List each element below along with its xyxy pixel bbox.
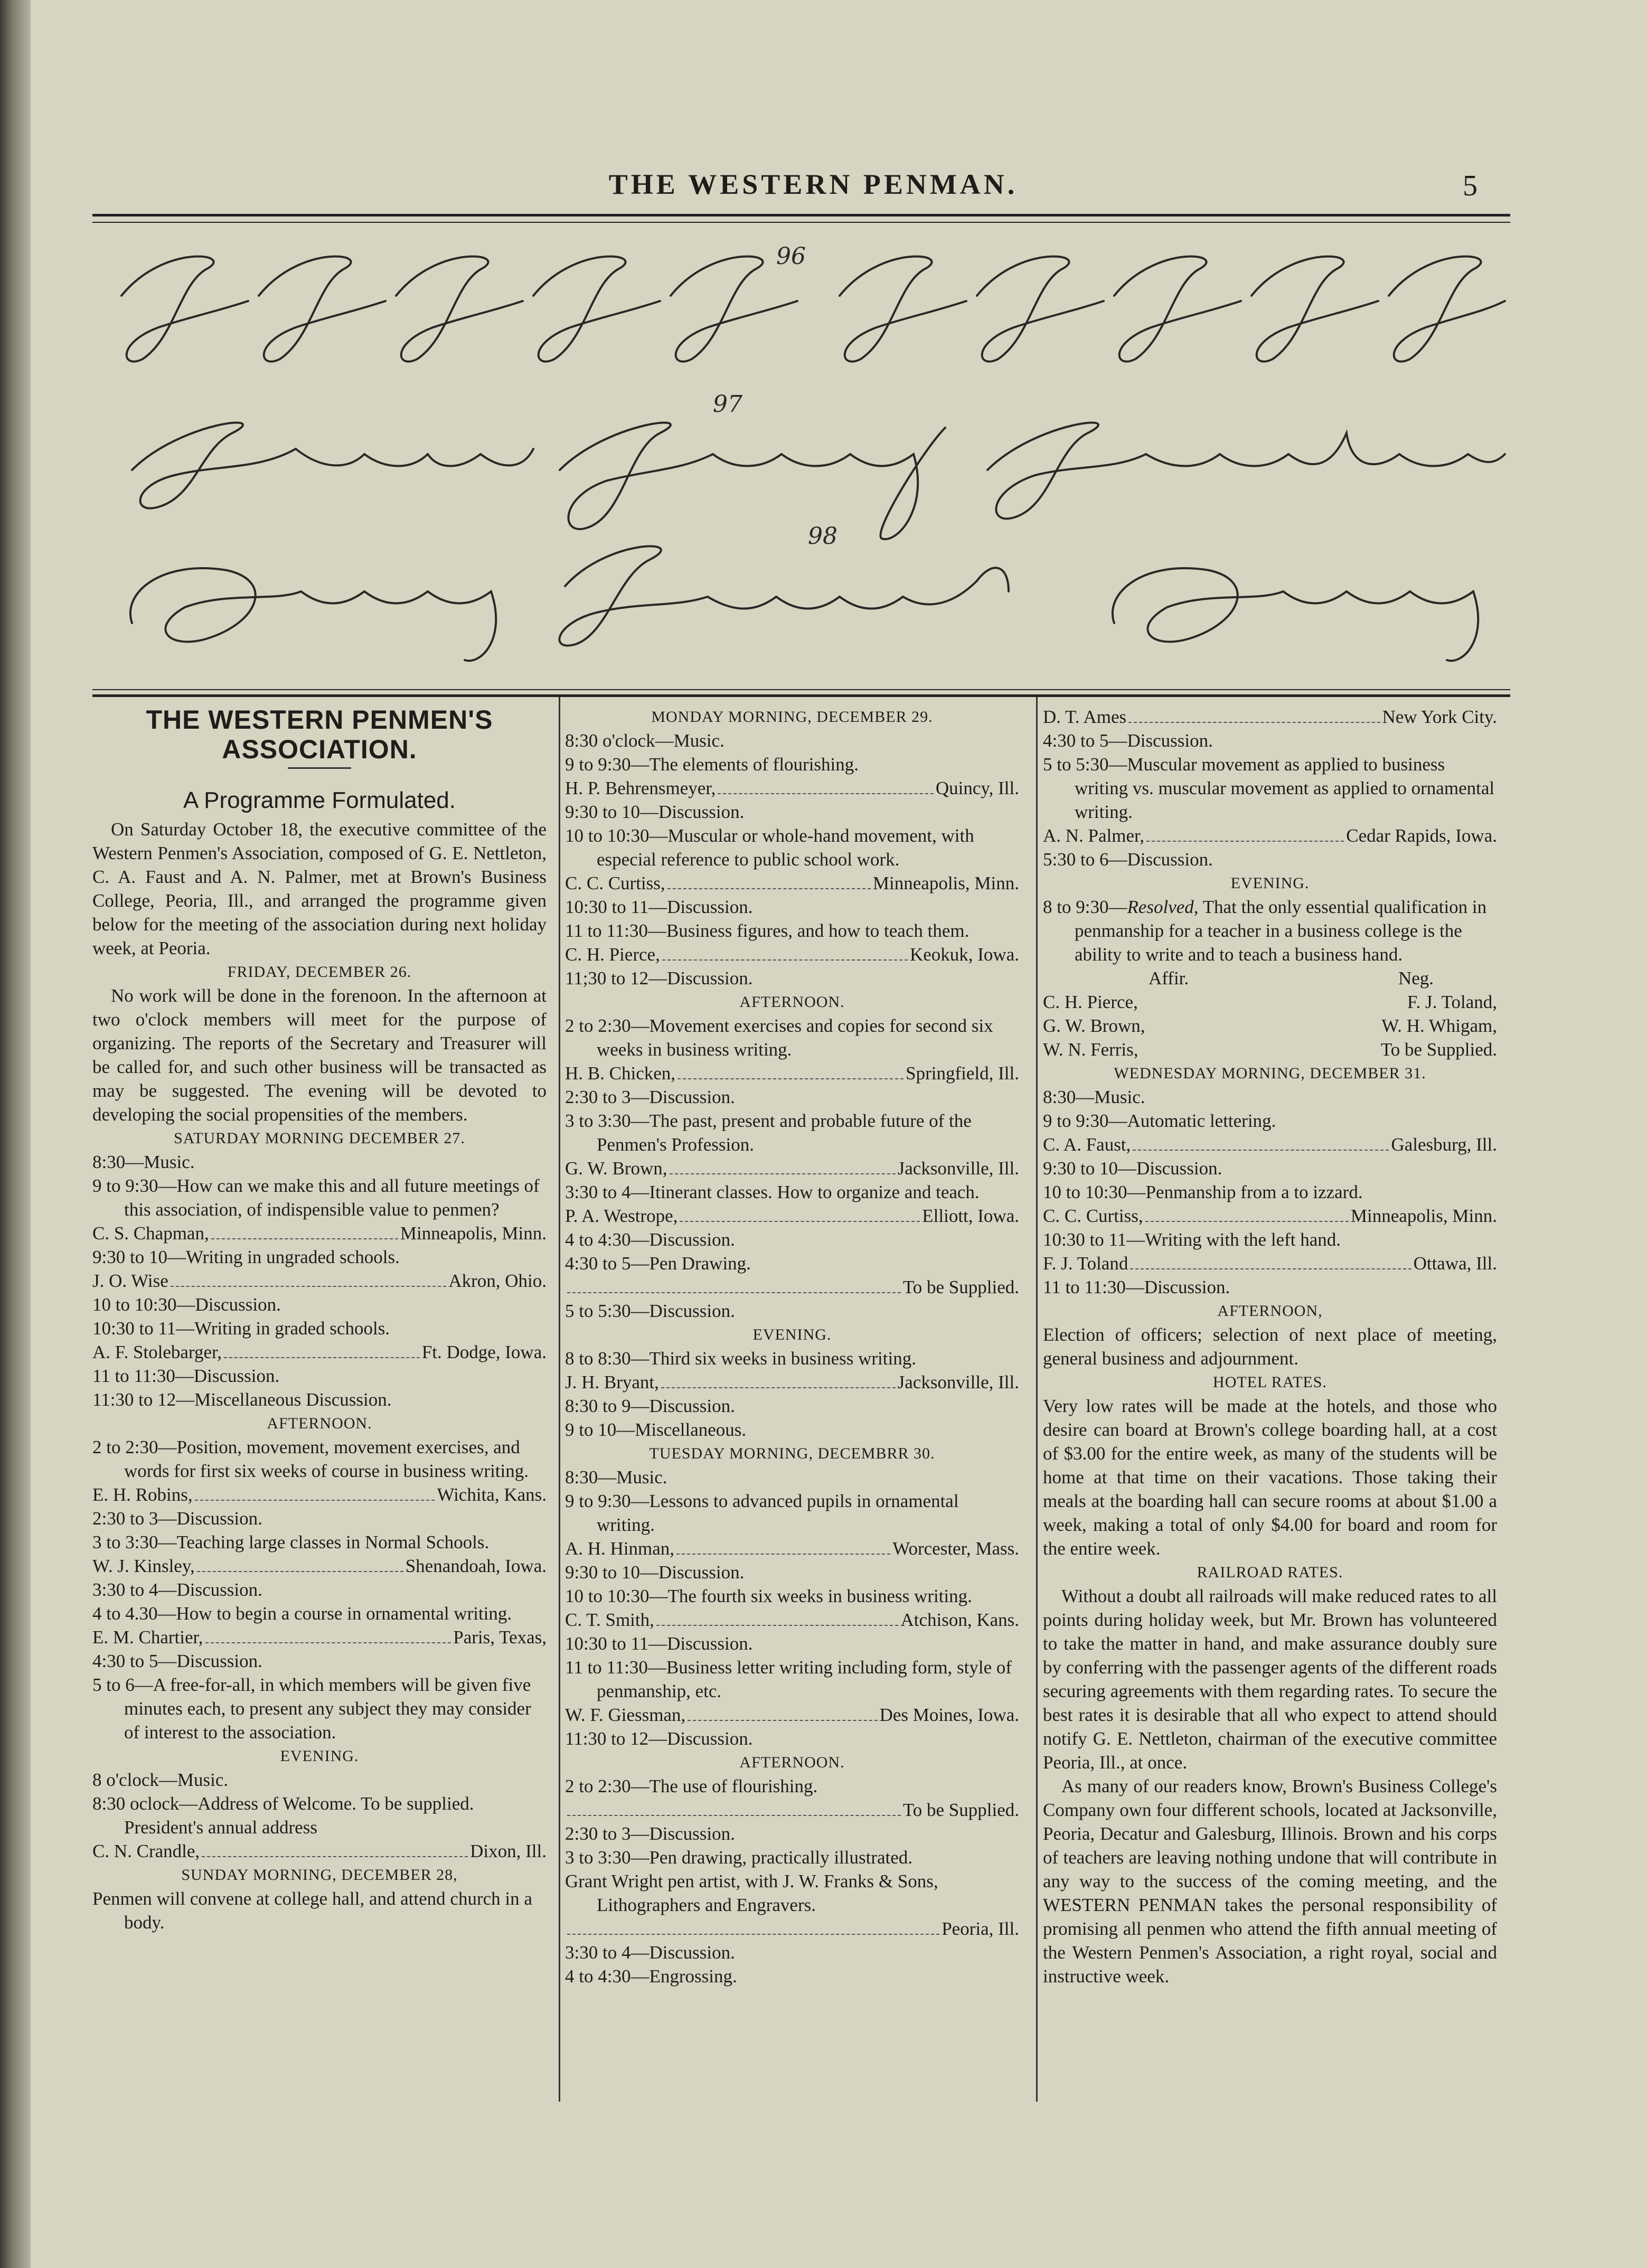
speaker-row: [565, 943, 1019, 966]
speaker-row: [92, 1554, 547, 1578]
j-row: [121, 257, 1505, 362]
jamestown-word: [987, 422, 1505, 519]
speaker-place: Akron, Ohio.: [448, 1271, 547, 1291]
debate-row: [1043, 1038, 1497, 1061]
speaker-row: [565, 871, 1019, 895]
program-item: 8:30 o'clock—Music.: [565, 730, 724, 751]
speaker-name: C. C. Curtiss,: [565, 873, 665, 893]
debater-affirmative: W. N. Ferris,: [1043, 1039, 1138, 1060]
leader-dots: [680, 1221, 920, 1222]
leader-dots: [195, 1500, 435, 1501]
speaker-place: Wichita, Kans.: [437, 1484, 547, 1505]
speaker-place: Keokuk, Iowa.: [909, 944, 1019, 965]
leader-dots: [202, 1856, 468, 1857]
evening-heading: EVENING.: [1230, 874, 1310, 892]
program-item: 10 to 10:30—The fourth six weeks in business writing.: [565, 1586, 972, 1606]
debater-negative: W. H. Whigam,: [1381, 1015, 1497, 1036]
program-item: 9 to 10—Miscellaneous.: [565, 1419, 747, 1440]
speaker-row: [565, 1798, 1019, 1822]
leader-dots: [670, 1173, 896, 1174]
program-item: 8 o'clock—Music.: [92, 1770, 229, 1790]
evening-heading: EVENING.: [752, 1326, 832, 1343]
program-item: 9:30 to 10—Discussion.: [565, 1562, 745, 1583]
program-item: 9 to 9:30—How can we make this and all future meetings of this association, of indispensible value to penmen?: [92, 1175, 540, 1220]
speaker-name: G. W. Brown,: [565, 1158, 667, 1179]
resolution-text: That the only essential qualification in penmanship for a teacher in a business college is the ability to write and to teach a business hand.: [1075, 897, 1487, 965]
speaker-row: [1043, 1251, 1497, 1275]
speaker-row: [565, 1703, 1019, 1727]
speaker-name: E. M. Chartier,: [92, 1627, 203, 1648]
article-subtitle: A Programme Formulated.: [183, 787, 456, 813]
afternoon-heading: AFTERNOON,: [1217, 1302, 1323, 1320]
leader-dots: [1128, 722, 1380, 723]
speaker-name: A. H. Hinman,: [565, 1538, 675, 1559]
program-item: 4:30 to 5—Discussion.: [1043, 730, 1213, 751]
program-item: 4 to 4:30—Discussion.: [565, 1229, 735, 1250]
tuesday-heading: TUESDAY MORNING, DECEMBRR 30.: [649, 1445, 935, 1462]
speaker-name: W. F. Giessman,: [565, 1705, 686, 1725]
program-item: 10 to 10:30—Penmanship from a to izzard.: [1043, 1182, 1363, 1202]
speaker-row: [565, 1608, 1019, 1632]
program-item: 2:30 to 3—Discussion.: [92, 1508, 262, 1529]
speaker-name: A. F. Stolebarger,: [92, 1342, 222, 1362]
program-item: 11 to 11:30—Discussion.: [92, 1366, 280, 1386]
program-item: 9 to 9:30—Automatic lettering.: [1043, 1111, 1276, 1131]
friday-heading: FRIDAY, DECEMBER 26.: [227, 963, 412, 981]
speaker-name: H. B. Chicken,: [565, 1063, 676, 1084]
monday-heading: MONDAY MORNING, DECEMBER 29.: [651, 708, 933, 726]
program-item: 11;30 to 12—Discussion.: [565, 968, 753, 989]
program-item: 3 to 3:30—Teaching large classes in Normal Schools.: [92, 1532, 490, 1552]
top-rule-thick: [92, 214, 1510, 217]
program-item: 4:30 to 5—Pen Drawing.: [565, 1253, 751, 1274]
program-item: 10:30 to 11—Writing with the left hand.: [1043, 1229, 1341, 1250]
junior-word: [132, 422, 533, 508]
program-item: 3:30 to 4—Discussion.: [92, 1579, 262, 1600]
program-item: 11 to 11:30—Business figures, and how to teach them.: [565, 920, 970, 941]
speaker-place: Jacksonville, Ill.: [897, 1158, 1019, 1179]
program-item: 9:30 to 10—Discussion.: [1043, 1158, 1222, 1179]
program-item: 4 to 4.30—How to begin a course in ornamental writing.: [92, 1603, 512, 1624]
speaker-place: Springfield, Ill.: [906, 1063, 1019, 1084]
speaker-place: Des Moines, Iowa.: [879, 1705, 1019, 1725]
program-item: 2 to 2:30—Position, movement, movement exercises, and words for first six weeks of course in business writing.: [92, 1437, 529, 1481]
leader-dots: [1146, 841, 1344, 842]
speaker-name: J. H. Bryant,: [565, 1372, 659, 1392]
program-item: 10:30 to 11—Discussion.: [565, 897, 753, 917]
speaker-name: W. J. Kinsley,: [92, 1556, 195, 1576]
speaker-name: C. A. Faust,: [1043, 1134, 1131, 1155]
specimen-number-98: 98: [808, 523, 837, 550]
program-item: 8:30—Music.: [1043, 1087, 1145, 1107]
hotel-rates-heading: HOTEL RATES.: [1213, 1373, 1327, 1391]
speaker-name: C. H. Pierce,: [565, 944, 660, 965]
program-item: 10 to 10:30—Discussion.: [92, 1294, 281, 1315]
sunday-paragraph: Penmen will convene at college hall, and attend church in a body.: [92, 1888, 532, 1933]
program-item: 8:30—Music.: [92, 1152, 195, 1172]
speaker-row: [565, 1275, 1019, 1299]
speaker-place: Ottawa, Ill.: [1413, 1253, 1497, 1274]
speaker-row: [1043, 705, 1497, 729]
afternoon-heading-2: AFTERNOON.: [739, 1754, 845, 1771]
column-divider-1: [559, 697, 560, 2102]
speaker-row: [565, 1370, 1019, 1394]
speaker-place: Cedar Rapids, Iowa.: [1346, 825, 1497, 846]
friday-paragraph: No work will be done in the forenoon. In the afternoon at two o'clock members will meet for the purpose of organizing. The reports of the Secretary and Treasurer will be called for, and such other business will be transacted as may be suggested. The evening will be devoted to developing the social propensities of the members.: [92, 985, 547, 1125]
speaker-row: [92, 1340, 547, 1364]
speaker-name: C. S. Chapman,: [92, 1223, 209, 1244]
program-item: 11 to 11:30—Business letter writing including form, style of penmanship, etc.: [565, 1657, 1012, 1701]
column-2: [565, 705, 1019, 1988]
program-item: 2:30 to 3—Discussion.: [565, 1823, 735, 1844]
speaker-place: Worcester, Mass.: [892, 1538, 1019, 1559]
program-item: 2 to 2:30—The use of flourishing.: [565, 1776, 818, 1796]
specimen-svg: [100, 222, 1510, 686]
leader-dots: [567, 1934, 939, 1935]
program-item: 3:30 to 4—Discussion.: [565, 1942, 735, 1963]
program-item: 8 to 8:30—Third six weeks in business writing.: [565, 1348, 916, 1369]
speaker-place: Minneapolis, Minn.: [1350, 1206, 1497, 1226]
penmanship-specimen: [100, 222, 1510, 686]
program-item: 5 to 5:30—Muscular movement as applied to business writing vs. muscular movement as applied to ornamental writing.: [1043, 754, 1495, 822]
speaker-name: J. O. Wise: [92, 1271, 168, 1291]
program-item: 3 to 3:30—Pen drawing, practically illustrated.: [565, 1847, 913, 1868]
speaker-row: [1043, 1133, 1497, 1156]
program-item: 11:30 to 12—Miscellaneous Discussion.: [92, 1389, 392, 1410]
resolution-keyword: Resolved,: [1127, 897, 1199, 917]
speaker-place: New York City.: [1382, 707, 1497, 727]
debate-row: [1043, 1014, 1497, 1038]
leader-dots: [567, 1815, 901, 1816]
program-item: 5 to 5:30—Discussion.: [565, 1301, 735, 1321]
sunday-heading: SUNDAY MORNING, DECEMBER 28,: [181, 1866, 458, 1884]
program-item: 10 to 10:30—Muscular or whole-hand movement, with especial reference to public school work.: [565, 825, 974, 870]
leader-dots: [1133, 1150, 1389, 1151]
page-header-title: THE WESTERN PENMAN.: [608, 168, 1018, 200]
program-item: 5 to 6—A free-for-all, in which members will be given five minutes each, to present any subject they may consider of interest to the association.: [92, 1674, 531, 1743]
leader-dots: [662, 959, 908, 961]
speaker-place: Minneapolis, Minn.: [400, 1223, 547, 1244]
book-gutter: [0, 0, 31, 2268]
speaker-name: C. N. Crandle,: [92, 1841, 200, 1861]
speaker-row: [565, 1156, 1019, 1180]
leader-dots: [197, 1571, 403, 1572]
program-item: 3:30 to 4—Itinerant classes. How to organize and teach.: [565, 1182, 980, 1202]
leader-dots: [567, 1292, 901, 1293]
speaker-place: Dixon, Ill.: [470, 1841, 547, 1861]
leader-dots: [718, 793, 934, 794]
speaker-name: H. P. Behrensmeyer,: [565, 778, 716, 798]
afternoon-heading: AFTERNOON.: [267, 1415, 372, 1432]
debater-affirmative: G. W. Brown,: [1043, 1015, 1145, 1036]
program-item: 11:30 to 12—Discussion.: [565, 1728, 753, 1749]
program-item: 4 to 4:30—Engrossing.: [565, 1966, 737, 1987]
program-item: 9 to 9:30—Lessons to advanced pupils in ornamental writing.: [565, 1491, 959, 1535]
negative-label: Neg.: [1398, 968, 1434, 989]
leader-dots: [224, 1357, 420, 1358]
title-rule: [288, 767, 351, 769]
speaker-row: [92, 1839, 547, 1863]
program-item: 2:30 to 3—Discussion.: [565, 1087, 735, 1107]
speaker-row: [92, 1483, 547, 1507]
speaker-place: Quincy, Ill.: [935, 778, 1019, 798]
leader-dots: [1130, 1268, 1411, 1269]
speaker-place: Peoria, Ill.: [942, 1918, 1019, 1939]
column-3: [1043, 705, 1497, 1988]
saturday-heading: SATURDAY MORNING DECEMBER 27.: [174, 1130, 465, 1147]
program-item: 9:30 to 10—Writing in ungraded schools.: [92, 1247, 400, 1267]
leader-dots: [656, 1625, 899, 1626]
speaker-row: [565, 1061, 1019, 1085]
program-item: 9:30 to 10—Discussion.: [565, 802, 745, 822]
affirmative-label: Affir.: [1149, 968, 1189, 989]
j-innes-word: [559, 546, 1009, 645]
debater-negative: To be Supplied.: [1380, 1039, 1497, 1060]
debate-resolution: [1043, 895, 1497, 966]
program-item: 9 to 9:30—The elements of flourishing.: [565, 754, 859, 775]
speaker-place: Minneapolis, Minn.: [872, 873, 1019, 893]
speaker-place: Jacksonville, Ill.: [897, 1372, 1019, 1392]
speaker-row: [565, 776, 1019, 800]
program-item: Grant Wright pen artist, with J. W. Franks & Sons, Lithographers and Engravers.: [565, 1871, 938, 1915]
program-item: 10:30 to 11—Discussion.: [565, 1633, 753, 1654]
january-word: [560, 422, 945, 539]
program-item: 5:30 to 6—Discussion.: [1043, 849, 1213, 870]
speaker-name: A. N. Palmer,: [1043, 825, 1145, 846]
speaker-place: Shenandoah, Iowa.: [405, 1556, 547, 1576]
speaker-row: [1043, 824, 1497, 848]
intro-paragraph: On Saturday October 18, the executive committee of the Western Penmen's Association, composed of G. E. Nettleton, C. A. Faust and A. N. Palmer, met at Brown's Business College, Peoria, Ill., and arranged the programme given below for the meeting of the association during next holiday week, at Peoria.: [92, 819, 547, 958]
leader-dots: [688, 1720, 877, 1721]
hotel-rates-paragraph: Very low rates will be made at the hotels, and those who desire can board at Brown's college boarding hall, at a cost of $3.00 for the entire week, as many of the students will be home at that time on their vacations. Those taking their meals at the boarding hall can secure rooms at about $1.00 a week, making a total of only $4.00 for board and room for the entire week.: [1043, 1396, 1497, 1559]
program-item: 11 to 11:30—Discussion.: [1043, 1277, 1230, 1297]
railroad-rates-heading: RAILROAD RATES.: [1197, 1564, 1343, 1581]
debate-row: [1043, 990, 1497, 1014]
speaker-name: D. T. Ames: [1043, 707, 1127, 727]
speaker-place: Galesburg, Ill.: [1391, 1134, 1497, 1155]
specimen-number-96: 96: [776, 243, 806, 270]
janney-word-1: [130, 568, 496, 661]
program-item: 2 to 2:30—Movement exercises and copies for second six weeks in business writing.: [565, 1015, 993, 1060]
debater-negative: F. J. Toland,: [1407, 992, 1497, 1012]
debate-sides-header: [1043, 966, 1497, 990]
column-divider-2: [1036, 697, 1038, 2102]
speaker-name: C. T. Smith,: [565, 1610, 654, 1630]
speaker-row: [92, 1221, 547, 1245]
leader-dots: [677, 1078, 904, 1079]
speaker-place: To be Supplied.: [902, 1277, 1019, 1297]
speaker-row: [565, 1537, 1019, 1560]
resolution-time: 8 to 9:30—: [1043, 897, 1127, 917]
afternoon-heading: AFTERNOON.: [739, 993, 845, 1011]
railroad-rates-paragraph: Without a doubt all railroads will make reduced rates to all points during holiday week, but Mr. Brown has volunteered to take the matter in hand, and make assurance doubly sure by conferring with the passenger agents of the different roads securing agreements with them regarding rates. To secure the best rates it is desirable that all who expect to attend should notify G. E. Nettleton, chairman of the executive committee Peoria, Ill., at once.: [1043, 1586, 1497, 1773]
wednesday-heading: WEDNESDAY MORNING, DECEMBER 31.: [1114, 1065, 1426, 1082]
page-number: 5: [1463, 170, 1477, 202]
leader-dots: [661, 1387, 896, 1388]
leader-dots: [667, 888, 871, 889]
closing-paragraph: As many of our readers know, Brown's Business College's Company own four different schools, located at Jacksonville, Peoria, Decatur and Galesburg, Illinois. Brown and his corps of teachers are leaving nothing undone that will contribute in any way to the success of the coming meeting, and the WESTERN PENMAN takes the personal responsibility of promising all penmen who attend the fifth annual meeting of the Western Penmen's Association, a right royal, social and instructive week.: [1043, 1776, 1497, 1987]
program-item: 8:30 oclock—Address of Welcome. To be supplied. President's annual address: [92, 1793, 474, 1838]
speaker-place: Ft. Dodge, Iowa.: [421, 1342, 547, 1362]
speaker-row: [92, 1269, 547, 1293]
program-item: 8:30 to 9—Discussion.: [565, 1396, 735, 1416]
program-item: 8:30—Music.: [565, 1467, 667, 1488]
speaker-name: E. H. Robins,: [92, 1484, 193, 1505]
speaker-row: [1043, 1204, 1497, 1228]
program-item: 10:30 to 11—Writing in graded schools.: [92, 1318, 390, 1339]
specimen-number-97: 97: [713, 391, 742, 418]
janney-word-2: [1113, 568, 1478, 661]
speaker-name: F. J. Toland: [1043, 1253, 1128, 1274]
speaker-place: Atchison, Kans.: [900, 1610, 1019, 1630]
leader-dots: [1145, 1221, 1349, 1222]
speaker-place: Elliott, Iowa.: [922, 1206, 1019, 1226]
article-title: THE WESTERN PENMEN'S ASSOCIATION.: [146, 705, 493, 764]
bottom-rule-thick: [92, 694, 1510, 697]
program-item: Election of officers; selection of next place of meeting, general business and adjournment.: [1043, 1324, 1497, 1369]
speaker-place: To be Supplied.: [902, 1800, 1019, 1820]
leader-dots: [205, 1642, 451, 1643]
column-1: [92, 705, 547, 1934]
program-item: 3 to 3:30—The past, present and probable future of the Penmen's Profession.: [565, 1111, 972, 1155]
speaker-name: C. C. Curtiss,: [1043, 1206, 1143, 1226]
speaker-name: P. A. Westrope,: [565, 1206, 678, 1226]
bottom-rule-thin: [92, 689, 1510, 690]
leader-dots: [211, 1238, 398, 1239]
speaker-row: [565, 1204, 1019, 1228]
debater-affirmative: C. H. Pierce,: [1043, 992, 1138, 1012]
evening-heading: EVENING.: [280, 1747, 359, 1765]
speaker-row: [565, 1917, 1019, 1941]
speaker-place: Paris, Texas,: [453, 1627, 547, 1648]
speaker-row: [92, 1625, 547, 1649]
program-item: 4:30 to 5—Discussion.: [92, 1651, 262, 1671]
leader-dots: [171, 1286, 447, 1287]
leader-dots: [676, 1554, 890, 1555]
